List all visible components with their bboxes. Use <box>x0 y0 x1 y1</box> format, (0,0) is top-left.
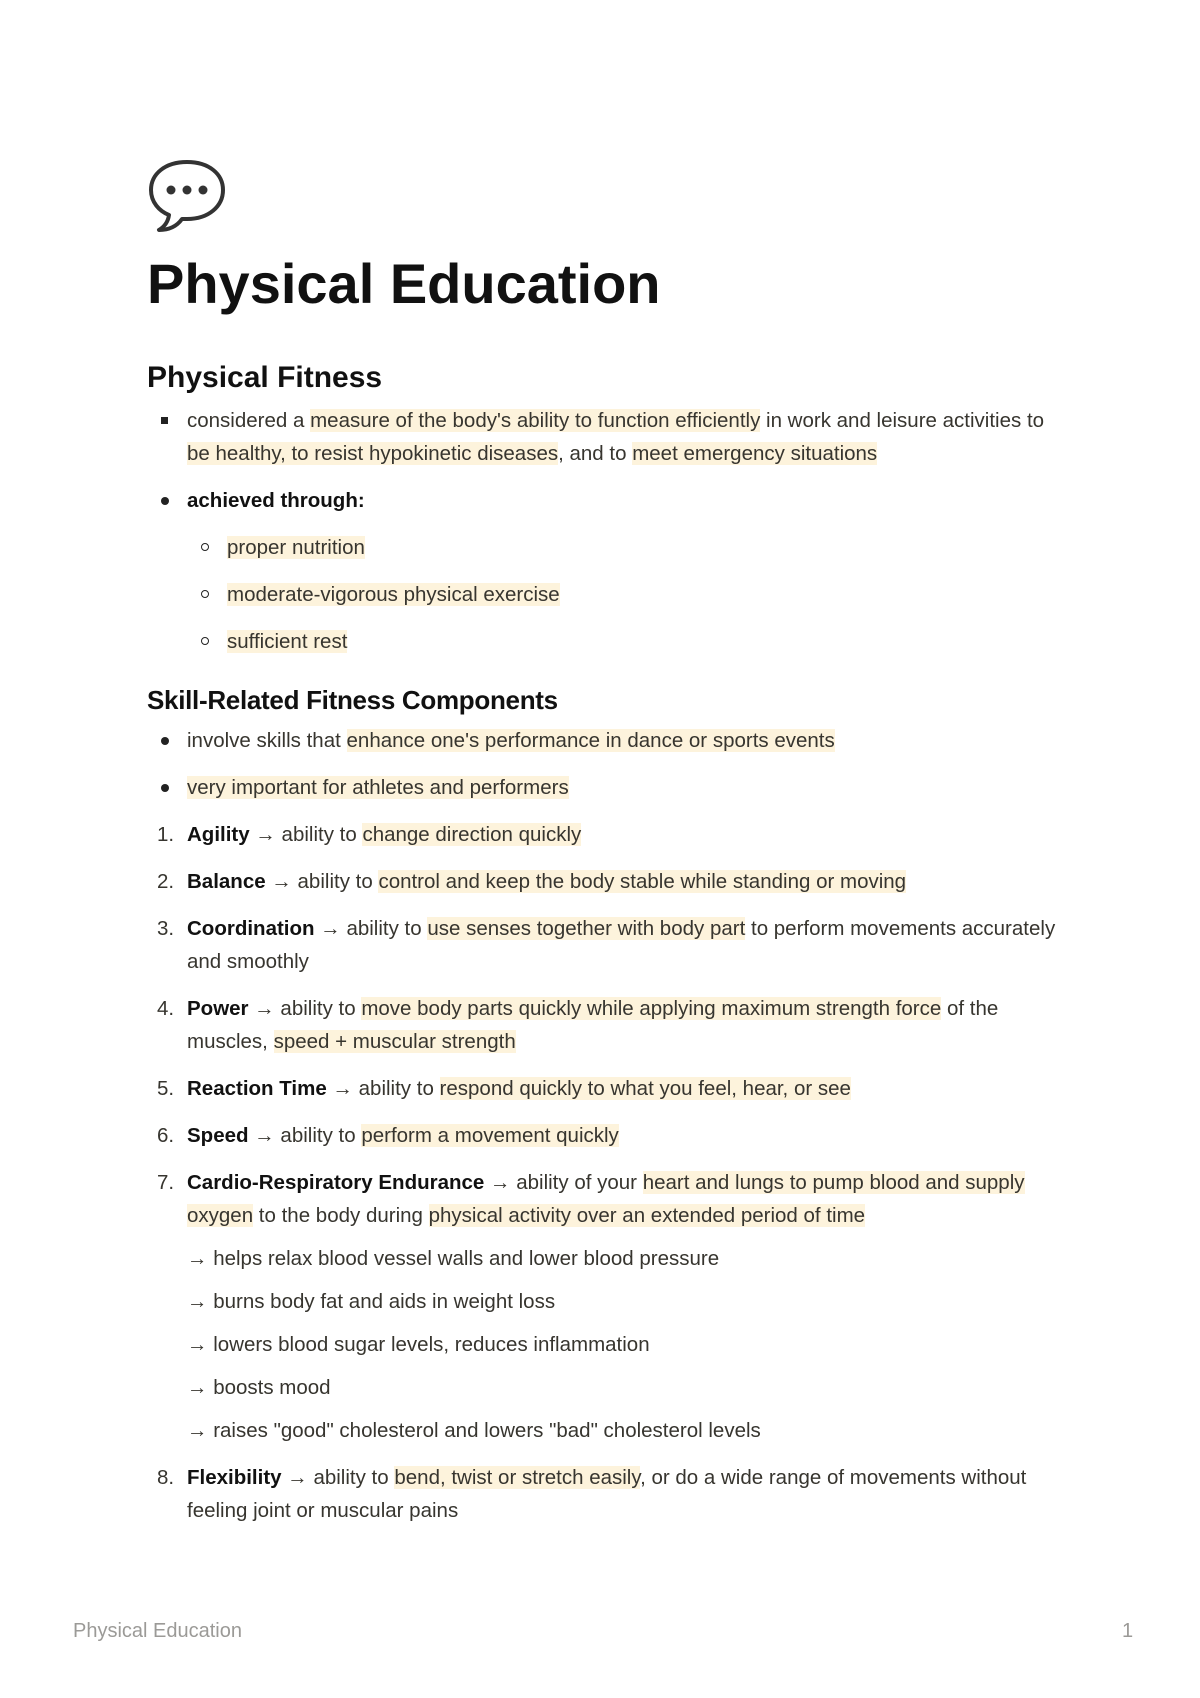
text: → ability to <box>248 997 362 1020</box>
item-number: 5. <box>157 1077 175 1100</box>
highlight: very important for athletes and performers <box>187 776 569 799</box>
highlight: move body parts quickly while applying maximum strength force <box>361 997 942 1020</box>
footer-title: Physical Education <box>73 1620 242 1642</box>
benefit-line: → raises "good" cholesterol and lowers "bad" cholesterol levels <box>187 1419 761 1442</box>
highlight: speed + muscular strength <box>273 1030 516 1053</box>
highlight: measure of the body's ability to function efficiently <box>310 409 761 432</box>
highlight: change direction quickly <box>362 823 582 846</box>
speech-bubble-icon <box>147 158 227 234</box>
text: → ability to <box>326 1077 440 1100</box>
text: → ability to <box>314 917 428 940</box>
skill-related-bullets <box>147 724 1067 804</box>
highlight: control and keep the body stable while standing or moving <box>378 870 907 893</box>
highlight: moderate-vigorous physical exercise <box>227 583 560 606</box>
item-number: 3. <box>157 917 175 940</box>
achieved-through-label: achieved through: <box>187 489 365 512</box>
component-item <box>147 818 1067 851</box>
footer-page-number: 1 <box>1122 1620 1134 1642</box>
list-item <box>147 484 1067 517</box>
highlight: be healthy, to resist hypokinetic diseases <box>187 442 559 465</box>
text: , or do a wide range of movements without feeling joint or muscular pains <box>187 1466 1027 1522</box>
text: to perform movements accurately and smoothly <box>187 917 1056 973</box>
page-content <box>147 158 1067 1541</box>
list-item <box>147 724 1067 757</box>
item-number: 2. <box>157 870 175 893</box>
components-list <box>147 818 1067 1527</box>
highlight: bend, twist or stretch easily <box>394 1466 641 1489</box>
text: → ability to <box>265 870 379 893</box>
component-item <box>147 992 1067 1058</box>
component-name: Power <box>187 997 249 1020</box>
section-heading-skill-related: Skill-Related Fitness Components <box>147 685 558 715</box>
text: involve skills that <box>187 729 347 752</box>
sub-list-item <box>147 578 1067 611</box>
text: → ability to <box>281 1466 395 1489</box>
component-name: Balance <box>187 870 266 893</box>
text: , and to <box>558 442 633 465</box>
highlight: physical activity over an extended period of time <box>428 1204 866 1227</box>
benefit-line: → helps relax blood vessel walls and lower blood pressure <box>187 1247 720 1270</box>
component-item <box>147 1072 1067 1105</box>
list-item <box>147 771 1067 804</box>
component-item <box>147 1166 1067 1447</box>
item-number: 1. <box>157 823 175 846</box>
benefit-line: → boosts mood <box>187 1376 331 1399</box>
highlight: proper nutrition <box>227 536 365 559</box>
item-number: 7. <box>157 1171 175 1194</box>
item-number: 4. <box>157 997 175 1020</box>
highlight: respond quickly to what you feel, hear, or see <box>439 1077 851 1100</box>
text: → ability to <box>248 1124 362 1147</box>
highlight: enhance one's performance in dance or sports events <box>346 729 835 752</box>
highlight: sufficient rest <box>227 630 348 653</box>
benefit-line: → burns body fat and aids in weight loss <box>187 1290 556 1313</box>
component-item <box>147 1119 1067 1152</box>
component-item <box>147 1461 1067 1527</box>
highlight: use senses together with body part <box>427 917 746 940</box>
list-item <box>147 404 1067 470</box>
component-name: Speed <box>187 1124 249 1147</box>
sub-list-item <box>147 531 1067 564</box>
text: considered a <box>187 409 311 432</box>
benefit-line: → lowers blood sugar levels, reduces inflammation <box>187 1333 650 1356</box>
physical-fitness-list <box>147 404 1067 517</box>
component-name: Cardio-Respiratory Endurance <box>187 1171 485 1194</box>
section-heading-physical-fitness: Physical Fitness <box>147 361 383 394</box>
item-number: 6. <box>157 1124 175 1147</box>
component-item <box>147 912 1067 978</box>
component-name: Agility <box>187 823 250 846</box>
text: in work and leisure activities to <box>760 409 1045 432</box>
component-item <box>147 865 1067 898</box>
text: to the body during <box>253 1204 429 1227</box>
highlight: meet emergency situations <box>632 442 878 465</box>
component-name: Reaction Time <box>187 1077 327 1100</box>
sub-list-item <box>147 625 1067 658</box>
highlight: heart and lungs to pump blood and supply oxygen <box>187 1171 1025 1227</box>
highlight: perform a movement quickly <box>361 1124 619 1147</box>
page-title: Physical Education <box>147 252 661 315</box>
text: of the muscles, <box>187 997 999 1053</box>
text: → ability of your <box>484 1171 643 1194</box>
item-number: 8. <box>157 1466 175 1489</box>
achieved-through-sublist <box>147 531 1067 658</box>
component-name: Coordination <box>187 917 315 940</box>
component-name: Flexibility <box>187 1466 282 1489</box>
text: → ability to <box>249 823 363 846</box>
